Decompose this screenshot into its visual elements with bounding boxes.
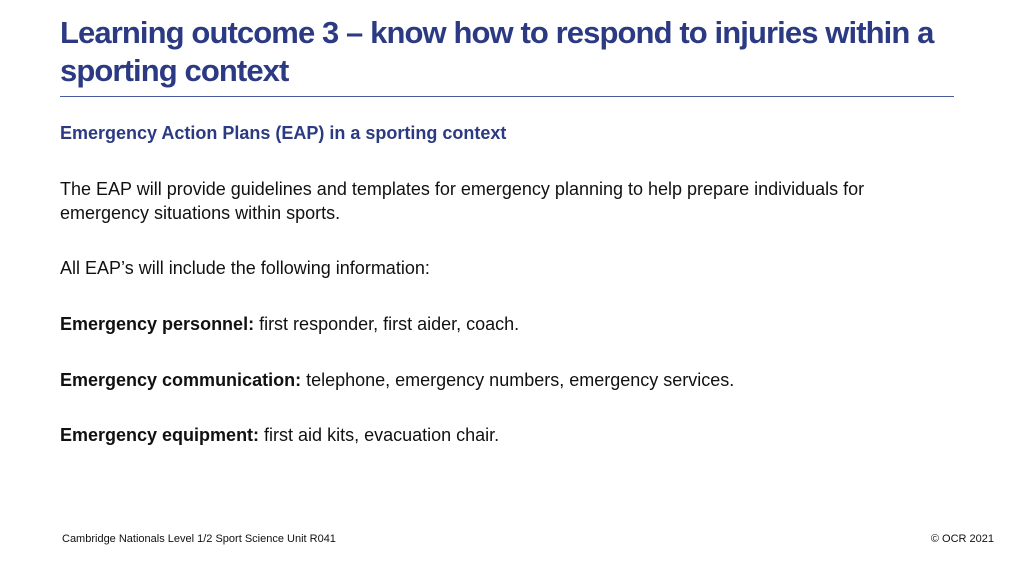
intro-paragraph: The EAP will provide guidelines and templates for emergency planning to help prepare individuals for emergency situations within sports.	[60, 179, 865, 223]
title-divider	[60, 96, 954, 97]
item-text: telephone, emergency numbers, emergency services.	[301, 370, 735, 390]
list-item-equipment	[60, 423, 499, 447]
footer-copyright: © OCR 2021	[930, 533, 994, 545]
item-term: Emergency equipment:	[60, 425, 260, 445]
item-term: Emergency communication:	[60, 370, 302, 390]
info-lead-paragraph: All EAP’s will include the following information:	[60, 258, 430, 278]
item-text: first aid kits, evacuation chair.	[259, 425, 500, 445]
list-item-personnel	[60, 312, 519, 336]
item-term: Emergency personnel:	[60, 314, 255, 334]
slide-title: Learning outcome 3 – know how to respond to injuries within a sporting context	[60, 15, 934, 88]
section-subtitle: Emergency Action Plans (EAP) in a sporting context	[60, 123, 507, 143]
item-text: first responder, first aider, coach.	[254, 314, 520, 334]
footer-course-label: Cambridge Nationals Level 1/2 Sport Science Unit R041	[62, 533, 336, 545]
list-item-communication	[60, 368, 734, 392]
